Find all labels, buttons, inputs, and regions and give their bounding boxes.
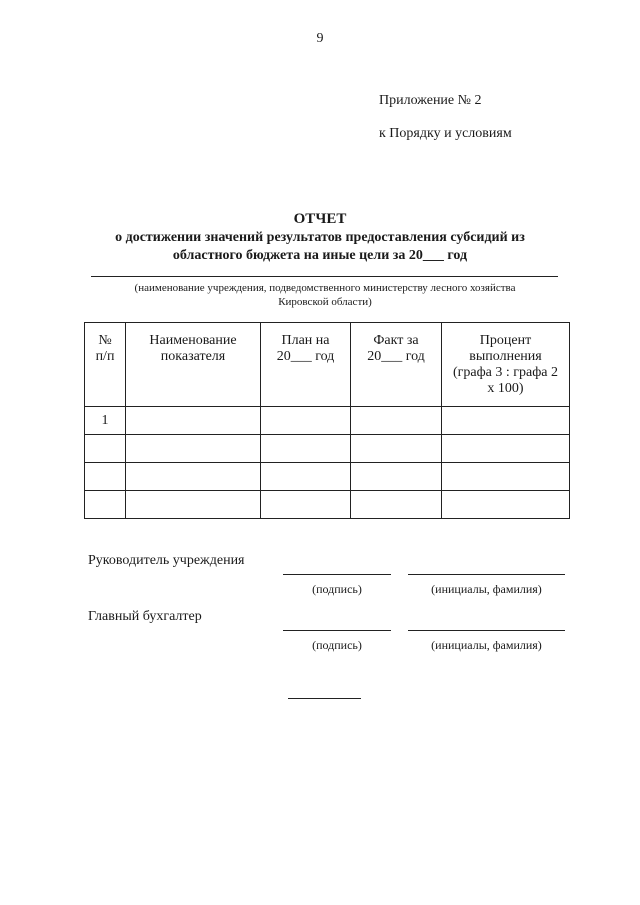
report-subtitle-line-2: областного бюджета на иные цели за 20___ год xyxy=(172,248,468,263)
table-cell[interactable] xyxy=(442,435,570,463)
director-signature-line[interactable] xyxy=(283,574,391,575)
accountant-signature-caption: (подпись) xyxy=(312,638,362,652)
table-cell[interactable] xyxy=(351,463,442,491)
appendix-line-2: к Порядку и условиям xyxy=(379,126,512,141)
table-cell[interactable] xyxy=(261,491,351,519)
institution-caption xyxy=(90,281,560,309)
appendix-line-1: Приложение № 2 xyxy=(379,93,482,108)
institution-name-line xyxy=(91,276,558,277)
table-cell[interactable] xyxy=(126,407,261,435)
table-cell[interactable] xyxy=(261,407,351,435)
header-indicator-name: Наименование показателя xyxy=(126,323,261,407)
table-header-row xyxy=(85,323,570,407)
table-cell[interactable] xyxy=(126,463,261,491)
institution-caption-line-2: Кировской области) xyxy=(278,296,372,308)
director-name-line[interactable] xyxy=(408,574,565,575)
director-label: Руководитель учреждения xyxy=(88,553,245,568)
table-cell[interactable] xyxy=(85,491,126,519)
closing-divider xyxy=(288,698,361,699)
table-cell[interactable] xyxy=(85,435,126,463)
page-number: 9 xyxy=(316,31,324,46)
table-cell[interactable] xyxy=(351,407,442,435)
accountant-name-caption: (инициалы, фамилия) xyxy=(431,638,542,652)
table-cell[interactable] xyxy=(126,435,261,463)
table-cell[interactable] xyxy=(261,463,351,491)
table-row xyxy=(85,491,570,519)
table-cell[interactable]: 1 xyxy=(85,407,126,435)
table-row xyxy=(85,407,570,435)
institution-caption-line-1: (наименование учреждения, подведомственного министерству лесного хозяйства xyxy=(134,282,516,294)
table-cell[interactable] xyxy=(261,435,351,463)
header-number: № п/п xyxy=(85,323,126,407)
report-title: ОТЧЕТ xyxy=(293,211,347,227)
report-table xyxy=(84,322,570,519)
accountant-label: Главный бухгалтер xyxy=(88,609,202,624)
table-cell[interactable] xyxy=(442,407,570,435)
table-row xyxy=(85,435,570,463)
table-cell[interactable] xyxy=(351,491,442,519)
table-cell[interactable] xyxy=(442,491,570,519)
report-subtitle-line-1: о достижении значений результатов предоставления субсидий из xyxy=(115,230,525,245)
table-cell[interactable] xyxy=(126,491,261,519)
table-cell[interactable] xyxy=(351,435,442,463)
accountant-signature-line[interactable] xyxy=(283,630,391,631)
director-name-caption: (инициалы, фамилия) xyxy=(431,582,542,596)
header-fact: Факт за 20___ год xyxy=(351,323,442,407)
director-signature-caption: (подпись) xyxy=(312,582,362,596)
header-plan: План на 20___ год xyxy=(261,323,351,407)
table-cell[interactable] xyxy=(85,463,126,491)
table-cell[interactable] xyxy=(442,463,570,491)
table-row xyxy=(85,463,570,491)
header-percent: Процент выполнения (графа 3 : графа 2 х 100) xyxy=(442,323,570,407)
accountant-name-line[interactable] xyxy=(408,630,565,631)
